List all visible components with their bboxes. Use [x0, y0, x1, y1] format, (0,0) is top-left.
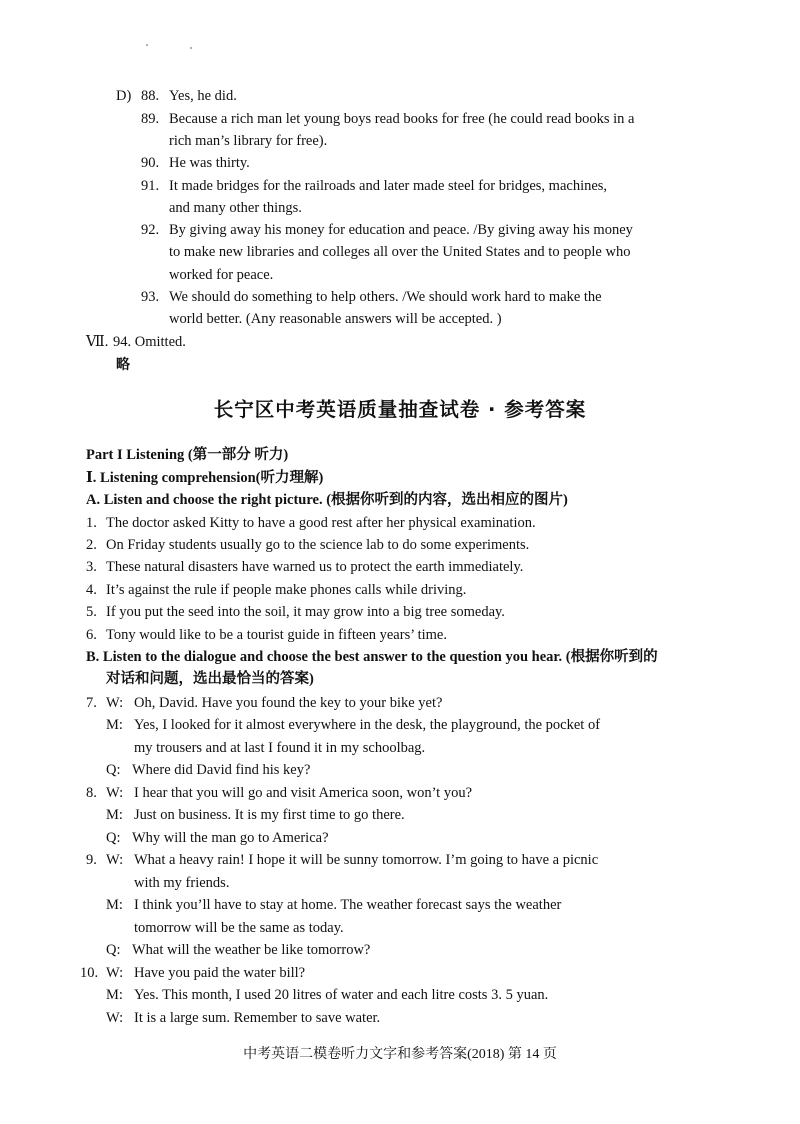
answer-text: rich man’s library for free). [169, 133, 328, 149]
speaker-label: M: [106, 807, 123, 823]
dialogue-line: tomorrow will be the same as today. [134, 920, 344, 936]
dialogue-line: Have you paid the water bill? [134, 965, 306, 981]
part-heading: Part I Listening (第一部分 听力) [86, 447, 289, 463]
answer-text: Because a rich man let young boys read books for free (he could read books in a [169, 111, 635, 127]
answer-text: and many other things. [169, 200, 302, 216]
dialogue-line: Oh, David. Have you found the key to your bike yet? [134, 695, 443, 711]
dialogue-line: What a heavy rain! I hope it will be sunny tomorrow. I’m going to have a picnic [134, 852, 599, 868]
answer-text: Yes, he did. [169, 88, 237, 104]
scan-speck [190, 47, 192, 49]
item-text: If you put the seed into the soil, it may grow into a big tree someday. [106, 604, 505, 620]
answer-text: to make new libraries and colleges all over the United States and to people who [169, 244, 631, 260]
item-number: 6. [86, 627, 97, 643]
speaker-label: Q: [106, 762, 121, 778]
dialogue-line: Where did David find his key? [132, 762, 311, 778]
speaker-label: M: [106, 897, 123, 913]
answer-text: It made bridges for the railroads and later made steel for bridges, machines, [169, 178, 608, 194]
item-text: It’s against the rule if people make phones calls while driving. [106, 582, 467, 598]
item-number: 3. [86, 559, 97, 575]
section-vii-label: Ⅶ. [86, 334, 109, 350]
item-number: 2. [86, 537, 97, 553]
scan-speck [146, 44, 148, 46]
speaker-label: W: [106, 1010, 124, 1026]
page-footer: 中考英语二模卷听力文字和参考答案(2018) 第 14 页 [243, 1047, 557, 1062]
dialogue-line: What will the weather be like tomorrow? [132, 942, 371, 958]
speaker-label: M: [106, 717, 123, 733]
dialogue-line: I hear that you will go and visit America soon, won’t you? [134, 785, 473, 801]
speaker-label: W: [106, 852, 124, 868]
item-text: These natural disasters have warned us to protect the earth immediately. [106, 559, 524, 575]
item-text: On Friday students usually go to the science lab to do some experiments. [106, 537, 530, 553]
page-title: 长宁区中考英语质量抽查试卷 · 参考答案 [213, 398, 587, 421]
section-vii-note: 略 [116, 357, 130, 373]
dialogue-line: my trousers and at last I found it in my schoolbag. [134, 740, 426, 756]
dialogue-line: It is a large sum. Remember to save water. [134, 1010, 381, 1026]
subsection-heading: A. Listen and choose the right picture. (根据你听到的内容，选出相应的图片) [86, 492, 568, 508]
item-number: 5. [86, 604, 97, 620]
subsection-heading-cont: 对话和问题，选出最恰当的答案) [106, 671, 314, 687]
answer-number: 89. [141, 111, 160, 127]
dialogue-line: I think you’ll have to stay at home. The weather forecast says the weather [134, 897, 562, 913]
subsection-heading: B. Listen to the dialogue and choose the best answer to the question you hear. (根据你听到的 [86, 649, 658, 665]
dialogue-number: 7. [86, 695, 97, 711]
answer-number: 91. [141, 178, 160, 194]
item-number: 4. [86, 582, 97, 598]
answer-text: He was thirty. [169, 155, 250, 171]
speaker-label: Q: [106, 942, 121, 958]
answer-number: 88. [141, 88, 160, 104]
answer-number: 90. [141, 155, 160, 171]
speaker-label: W: [106, 695, 124, 711]
dialogue-line: Yes. This month, I used 20 litres of water and each litre costs 3. 5 yuan. [134, 987, 549, 1003]
speaker-label: M: [106, 987, 123, 1003]
dialogue-line: with my friends. [134, 875, 230, 891]
answer-text: worked for peace. [169, 267, 274, 283]
speaker-label: Q: [106, 830, 121, 846]
section-heading: Ⅰ. Listening comprehension(听力理解) [86, 470, 324, 486]
dialogue-number: 9. [86, 852, 97, 868]
answer-text: We should do something to help others. /We should work hard to make the [169, 289, 602, 305]
item-text: The doctor asked Kitty to have a good rest after her physical examination. [106, 515, 536, 531]
answer-number: 93. [141, 289, 160, 305]
answer-text: world better. (Any reasonable answers will be accepted. ) [169, 311, 502, 327]
section-vii-item: 94. Omitted. [113, 334, 186, 350]
answer-number: 92. [141, 222, 160, 238]
dialogue-number: 10. [80, 965, 99, 981]
dialogue-line: Just on business. It is my first time to go there. [134, 807, 405, 823]
dialogue-line: Yes, I looked for it almost everywhere in the desk, the playground, the pocket of [134, 717, 601, 733]
dialogue-line: Why will the man go to America? [132, 830, 329, 846]
item-text: Tony would like to be a tourist guide in fifteen years’ time. [106, 627, 447, 643]
section-d-label: D) [116, 88, 132, 104]
item-number: 1. [86, 515, 97, 531]
speaker-label: W: [106, 965, 124, 981]
dialogue-number: 8. [86, 785, 97, 801]
speaker-label: W: [106, 785, 124, 801]
answer-text: By giving away his money for education and peace. /By giving away his money [169, 222, 633, 238]
